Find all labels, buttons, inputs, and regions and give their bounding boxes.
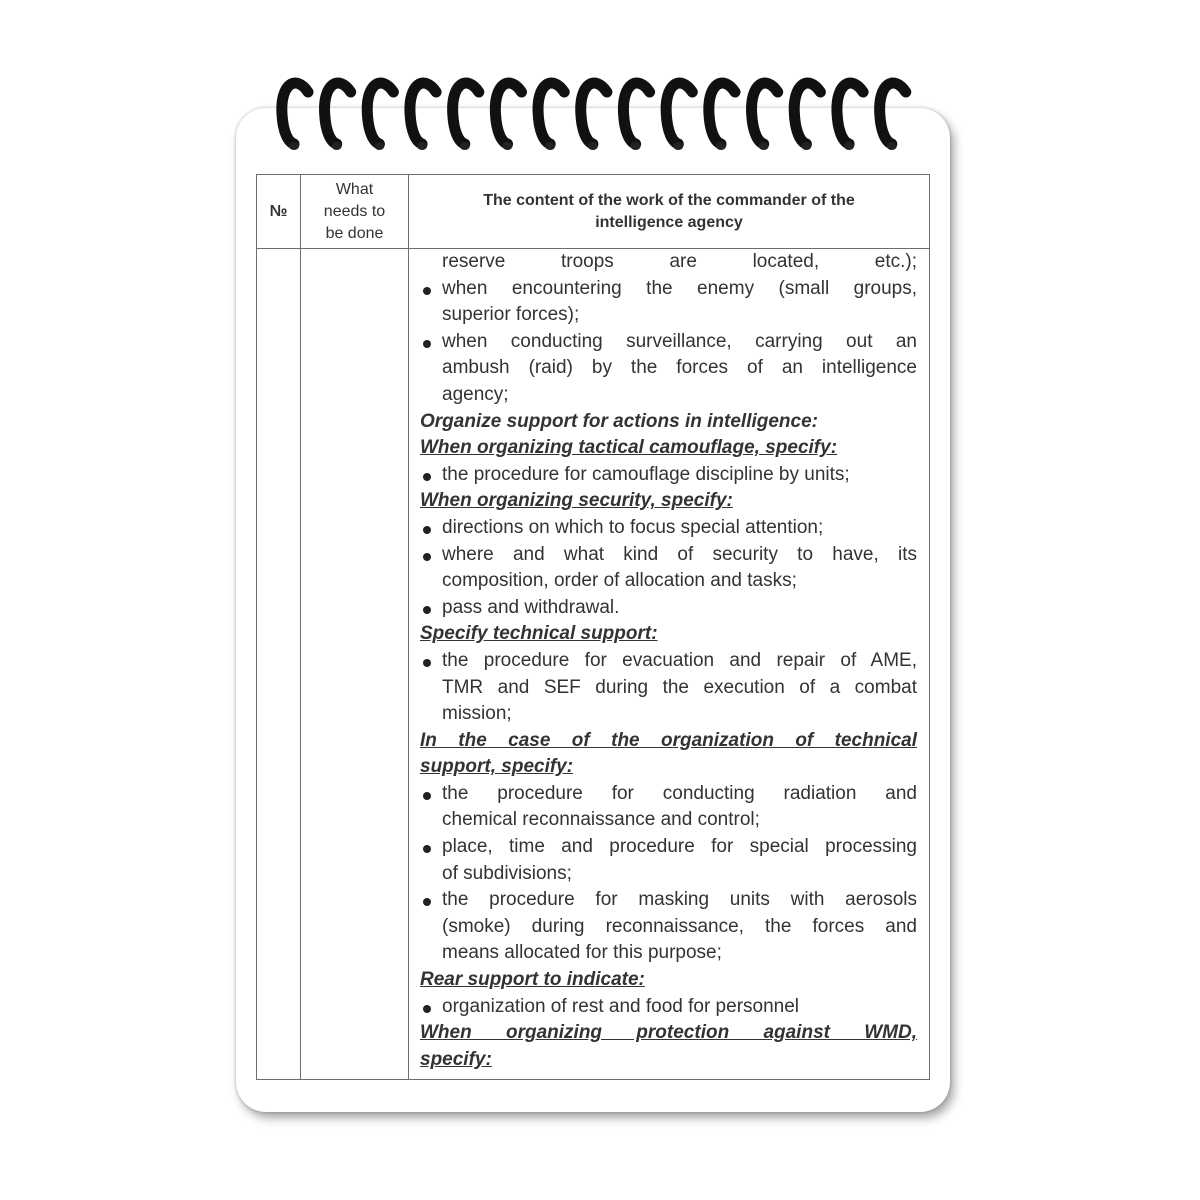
spiral-ring (367, 83, 393, 150)
spiral-ring (752, 83, 778, 150)
bullet-item: where and what kind of security to have, its (420, 542, 917, 569)
bullet-item: pass and withdrawal. (420, 595, 917, 622)
column-divider (408, 175, 409, 1079)
bullet-item: when encountering the enemy (small groups, (420, 276, 917, 303)
spiral-ring (837, 83, 863, 150)
section-heading: Organize support for actions in intelligence: (420, 410, 818, 432)
bullet-continuation: chemical reconnaissance and control; (442, 809, 760, 831)
bullet-continuation: ambush (raid) by the forces of an intelligence (442, 357, 917, 379)
spiral-ring (410, 83, 436, 150)
header-what-line: needs to (323, 202, 386, 220)
header-number-label: № (269, 202, 288, 220)
bullet-continuation: of subdivisions; (442, 862, 572, 884)
bullet-continuation: composition, order of allocation and tasks; (442, 570, 797, 592)
section-heading: support, specify: (420, 756, 574, 778)
spiral-ring (495, 83, 521, 150)
work-table (256, 174, 930, 1080)
bullet-item: directions on which to focus special attention; (420, 515, 917, 542)
bullet-item: the procedure for camouflage discipline by units; (420, 462, 917, 489)
spiral-binding (270, 70, 950, 160)
bullet-continuation: means allocated for this purpose; (442, 942, 722, 964)
bullet-item: the procedure for masking units with aerosols (420, 887, 917, 914)
column-divider (300, 175, 301, 1079)
bullet-continuation: (smoke) during reconnaissance, the forces and (442, 915, 917, 937)
header-what-needs-to-be-done (301, 175, 408, 248)
spiral-ring (282, 83, 308, 150)
bullet-continuation: reserve troops are located, etc.); (442, 251, 917, 272)
header-what-line: be done (325, 224, 384, 242)
bullet-item: place, time and procedure for special processing (420, 834, 917, 861)
bullet-item: the procedure for conducting radiation and (420, 781, 917, 808)
spiral-ring (581, 83, 607, 150)
header-what-line: What (335, 180, 374, 198)
spiral-ring (880, 83, 906, 150)
spiral-ring (453, 83, 479, 150)
spiral-ring (623, 83, 649, 150)
content-cell (420, 249, 917, 1073)
section-heading: When organizing tactical camouflage, specify: (420, 437, 838, 459)
header-number (257, 175, 300, 248)
section-heading: Specify technical support: (420, 623, 658, 645)
section-heading: Rear support to indicate: (420, 969, 645, 991)
header-content-line: intelligence agency (595, 213, 743, 231)
bullet-item: when conducting surveillance, carrying out an (420, 329, 917, 356)
spiral-ring (666, 83, 692, 150)
bullet-continuation: superior forces); (442, 304, 580, 326)
section-heading: When organizing protection against WMD, (420, 1022, 917, 1044)
bullet-continuation: TMR and SEF during the execution of a combat (442, 676, 917, 698)
section-heading: When organizing security, specify: (420, 490, 733, 512)
bullet-item: the procedure for evacuation and repair of AME, (420, 648, 917, 675)
header-content (409, 175, 929, 248)
bullet-item: organization of rest and food for personnel (420, 994, 917, 1021)
section-heading: specify: (420, 1048, 492, 1070)
bullet-continuation: mission; (442, 703, 512, 725)
bullet-continuation: agency; (442, 383, 509, 405)
spiral-ring (794, 83, 820, 150)
spiral-ring (325, 83, 351, 150)
spiral-ring (709, 83, 735, 150)
header-content-line: The content of the work of the commander of the (483, 191, 855, 209)
section-heading: In the case of the organization of technical (420, 729, 917, 751)
spiral-ring (538, 83, 564, 150)
